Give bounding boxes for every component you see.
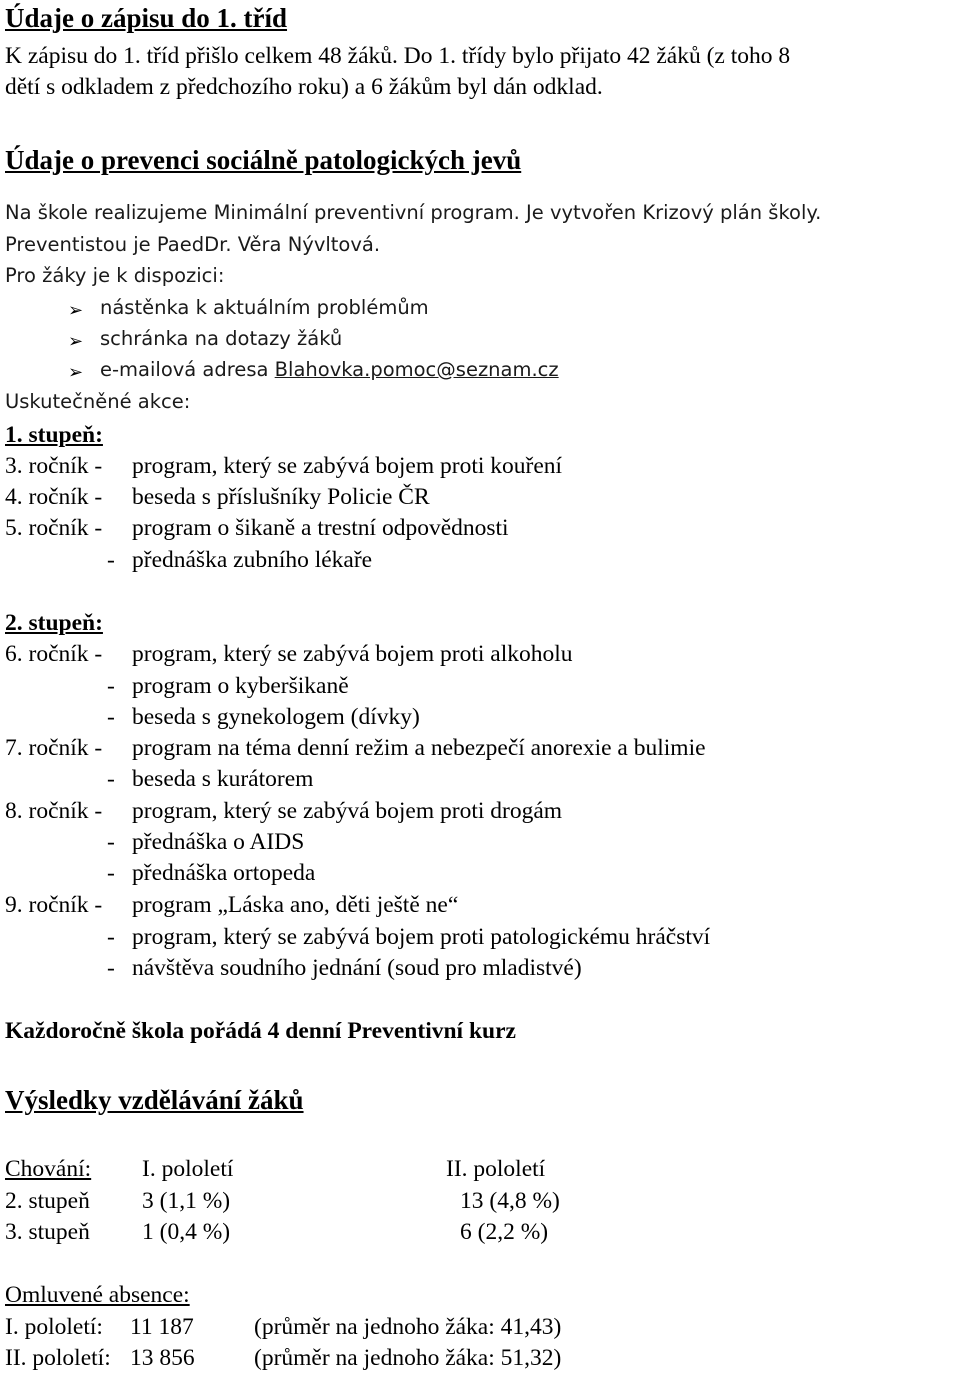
grade-dash: - <box>107 829 115 855</box>
absence-count: 13 856 <box>130 1345 195 1371</box>
absence-count: 11 187 <box>130 1314 194 1340</box>
arrow-bullet-icon: ➢ <box>68 300 84 320</box>
prevention-heading: Údaje o prevenci sociálně patologických jevů <box>5 145 522 175</box>
arrow-bullet-icon: ➢ <box>68 331 84 351</box>
grade-dash: - <box>107 766 115 792</box>
behavior-label: Chování: <box>5 1156 92 1182</box>
activity-text: beseda s kurátorem <box>132 766 314 792</box>
absence-average: (průměr na jednoho žáka: 51,32) <box>254 1345 562 1371</box>
behavior-value-h1: 3 (1,1 %) <box>142 1188 231 1214</box>
email-link[interactable]: Blahovka.pomoc@seznam.cz <box>274 358 559 381</box>
activity-text: program „Láska ano, děti ještě ne“ <box>132 892 459 918</box>
arrow-bullet-icon: ➢ <box>68 362 84 382</box>
grade-dash: - <box>107 924 115 950</box>
prevention-item: nástěnka k aktuálním problémům <box>100 296 429 319</box>
prevention-item: schránka na dotazy žáků <box>100 327 343 350</box>
activity-text: program na téma denní režim a nebezpečí anorexie a bulimie <box>132 735 706 761</box>
grade-label: 9. ročník - <box>5 892 103 918</box>
grade-dash: - <box>107 860 115 886</box>
activity-text: beseda s příslušníky Policie ČR <box>132 484 430 510</box>
grade-label: 4. ročník - <box>5 484 103 510</box>
grade-label: 7. ročník - <box>5 735 103 761</box>
results-heading: Výsledky vzdělávání žáků <box>5 1085 304 1115</box>
grade-dash: - <box>107 673 115 699</box>
absence-average: (průměr na jednoho žáka: 41,43) <box>254 1314 562 1340</box>
grade-label: 8. ročník - <box>5 798 103 824</box>
grade-label: 3. ročník - <box>5 453 103 479</box>
course-note: Každoročně škola pořádá 4 denní Preventivní kurz <box>5 1018 516 1044</box>
stage2-label: 2. stupeň: <box>5 610 103 636</box>
activity-text: program o kyberšikaně <box>132 673 349 699</box>
enrollment-text-line2: dětí s odkladem z předchozího roku) a 6 žákům byl dán odklad. <box>5 74 603 100</box>
grade-dash: - <box>107 955 115 981</box>
activity-text: program, který se zabývá bojem proti patologickému hráčství <box>132 924 711 950</box>
behavior-value-h2: 13 (4,8 %) <box>460 1188 560 1214</box>
activity-text: přednáška zubního lékaře <box>132 547 373 573</box>
enrollment-text-line1: K zápisu do 1. tříd přišlo celkem 48 žáků. Do 1. třídy bylo přijato 42 žáků (z toho 8 <box>5 43 791 69</box>
activity-text: přednáška ortopeda <box>132 860 316 886</box>
stage1-label: 1. stupeň: <box>5 422 103 448</box>
grade-dash: - <box>107 547 115 573</box>
behavior-value-h1: 1 (0,4 %) <box>142 1219 231 1245</box>
grade-label: 5. ročník - <box>5 515 103 541</box>
activity-text: program, který se zabývá bojem proti alkoholu <box>132 641 573 667</box>
prevention-item-label: e-mailová adresa <box>100 358 275 381</box>
activity-text: beseda s gynekologem (dívky) <box>132 704 420 730</box>
prevention-text-line3: Pro žáky je k dispozici: <box>5 264 225 287</box>
absences-label: Omluvené absence: <box>5 1282 190 1308</box>
activity-text: program, který se zabývá bojem proti kouření <box>132 453 563 479</box>
behavior-value-h2: 6 (2,2 %) <box>460 1219 549 1245</box>
actions-label: Uskutečněné akce: <box>5 390 191 413</box>
activity-text: návštěva soudního jednání (soud pro mladistvé) <box>132 955 582 981</box>
grade-dash: - <box>107 704 115 730</box>
enrollment-heading: Údaje o zápisu do 1. tříd <box>5 3 288 33</box>
grade-label: 6. ročník - <box>5 641 103 667</box>
activity-text: přednáška o AIDS <box>132 829 305 855</box>
behavior-col-second-half: II. pololetí <box>446 1156 546 1182</box>
activity-text: program o šikaně a trestní odpovědnosti <box>132 515 509 541</box>
behavior-stage: 3. stupeň <box>5 1219 90 1245</box>
absence-period: I. pololetí: <box>5 1314 103 1340</box>
activity-text: program, který se zabývá bojem proti drogám <box>132 798 563 824</box>
behavior-col-first-half: I. pololetí <box>142 1156 234 1182</box>
absence-period: II. pololetí: <box>5 1345 111 1371</box>
prevention-item <box>100 360 559 380</box>
behavior-stage: 2. stupeň <box>5 1188 90 1214</box>
prevention-text-line2: Preventistou je PaedDr. Věra Nývltová. <box>5 233 381 256</box>
prevention-text-line1: Na škole realizujeme Minimální preventivní program. Je vytvořen Krizový plán školy. <box>5 201 822 224</box>
